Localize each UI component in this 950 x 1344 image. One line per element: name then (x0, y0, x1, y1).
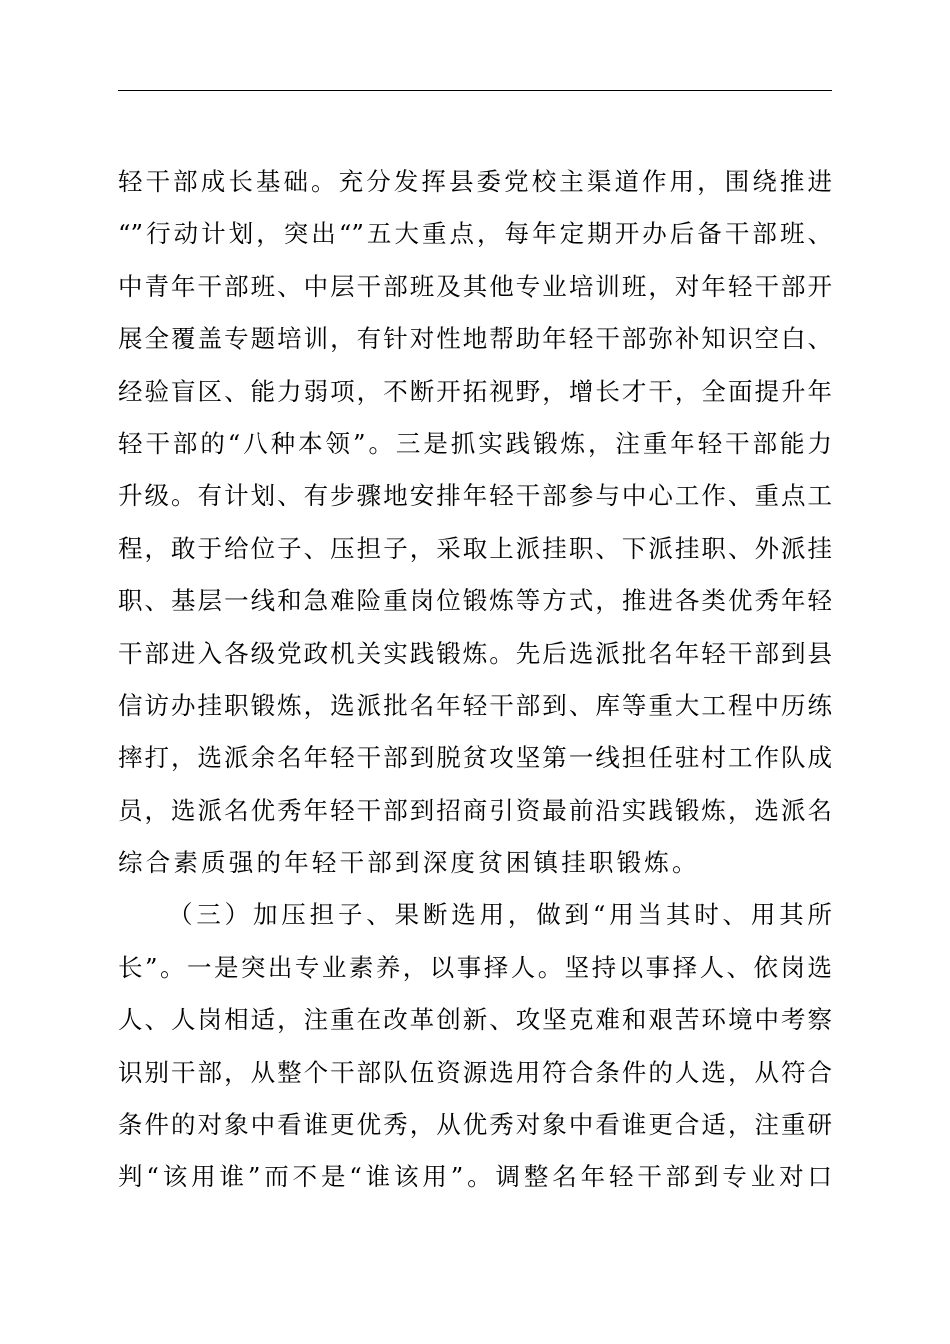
section-heading-line: （三）加压担子、果断选用，做到“用当其时、用其所 (168, 900, 832, 930)
header-rule (118, 90, 832, 91)
text-line: 人、人岗相适，注重在改革创新、攻坚克难和艰苦环境中考察 (118, 1005, 832, 1035)
text-line: 中青年干部班、中层干部班及其他专业培训班，对年轻干部开 (118, 271, 832, 301)
text-line: 信访办挂职锻炼，选派批名年轻干部到、库等重大工程中历练 (118, 690, 832, 720)
paragraph-end-line: 综合素质强的年轻干部到深度贫困镇挂职锻炼。 (118, 848, 700, 878)
text-line: “”行动计划，突出“”五大重点，每年定期开办后备干部班、 (118, 219, 832, 249)
text-line: 员，选派名优秀年轻干部到招商引资最前沿实践锻炼，选派名 (118, 795, 832, 825)
text-line: 职、基层一线和急难险重岗位锻炼等方式，推进各类优秀年轻 (118, 586, 832, 616)
text-line: 轻干部的“八种本领”。三是抓实践锻炼，注重年轻干部能力 (118, 428, 832, 458)
text-line: 升级。有计划、有步骤地安排年轻干部参与中心工作、重点工 (118, 481, 832, 511)
text-line: 识别干部，从整个干部队伍资源选用符合条件的人选，从符合 (118, 1057, 832, 1087)
text-line: 条件的对象中看谁更优秀，从优秀对象中看谁更合适，注重研 (118, 1110, 832, 1140)
text-line: 程，敢于给位子、压担子，采取上派挂职、下派挂职、外派挂 (118, 533, 832, 563)
text-line: 经验盲区、能力弱项，不断开拓视野，增长才干，全面提升年 (118, 376, 832, 406)
text-line: 长”。一是突出专业素养，以事择人。坚持以事择人、依岗选 (118, 952, 832, 982)
text-line: 判“该用谁”而不是“谁该用”。调整名年轻干部到专业对口 (118, 1162, 832, 1192)
text-line: 轻干部成长基础。充分发挥县委党校主渠道作用，围绕推进 (118, 167, 832, 196)
document-body (118, 158, 832, 1206)
text-line: 摔打，选派余名年轻干部到脱贫攻坚第一线担任驻村工作队成 (118, 743, 832, 773)
text-line: 干部进入各级党政机关实践锻炼。先后选派批名年轻干部到县 (118, 638, 832, 668)
text-line: 展全覆盖专题培训，有针对性地帮助年轻干部弥补知识空白、 (118, 324, 832, 354)
